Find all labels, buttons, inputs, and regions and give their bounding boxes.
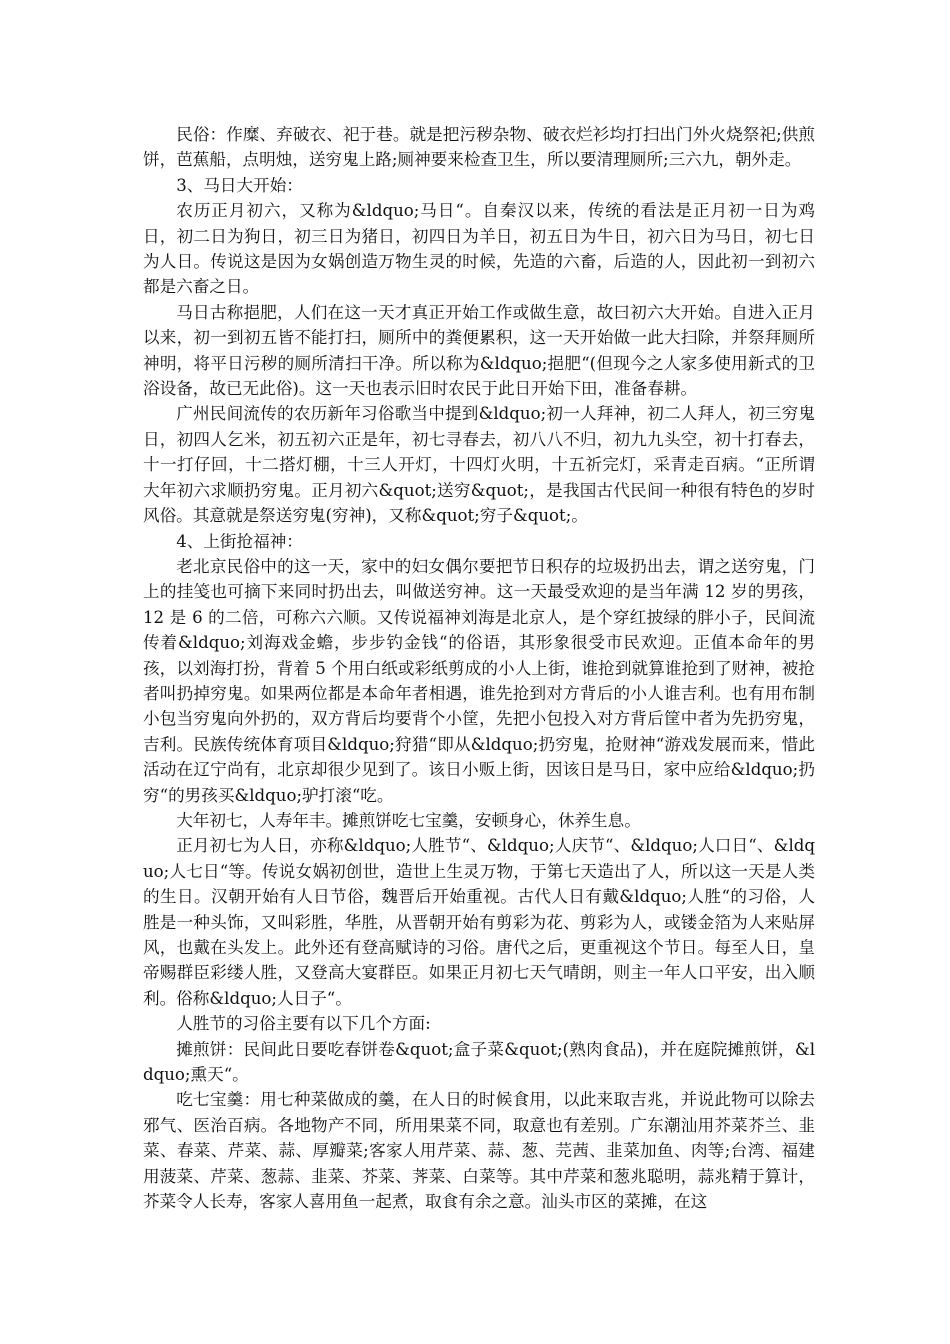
paragraph-human-day: 正月初七为人日，亦称&ldquo;人胜节“、&ldquo;人庆节“、&ldquo;人口日“、&ldquo;人七日“等。传说女娲初创世，造世上生灵万物，于第七天造出了人，所以这一天是人类的生日。汉朝开始有人日节俗，魏晋后开始重视。古代人日有戴&ldquo;人胜“的习俗，人胜是一种头饰，又叫彩胜，华胜，从晋朝开始有剪彩为花、剪彩为人，或镂金箔为人来贴屏风，也戴在头发上。此外还有登高赋诗的习俗。唐代之后，更重视这个节日。每至人日，皇帝赐群臣彩缕人胜，又登高大宴群臣。如果正月初七天气晴朗，则主一年人口平安，出入顺利。俗称&ldquo;人日子“。 <box>143 836 815 1008</box>
paragraph-beijing-customs: 老北京民俗中的这一天，家中的妇女偶尔要把节日积存的垃圾扔出去，谓之送穷鬼，门上的挂笺也可摘下来同时扔出去，叫做送穷神。这一天最受欢迎的是当年满 12 岁的男孩，12 是 6 的二倍，可称六六顺。又传说福神刘海是北京人，是个穿红披绿的胖小子，民间流传着&ldquo;刘海戏金蟾，步步钓金钱“的俗语，其形象很受市民欢迎。正值本命年的男孩，以刘海打扮，背着 5 个用白纸或彩纸剪成的小人上街，谁抢到就算谁抢到了财神，被抢者叫扔掉穷鬼。如果两位都是本命年者相遇，谁先抢到对方背后的小人谁吉利。也有用布制小包当穷鬼向外扔的，双方背后均要背个小筐，先把小包投入对方背后筐中者为先扔穷鬼，吉利。民族传统体育项目&ldquo;狩猎“即从&ldquo;扔穷鬼，抢财神“游戏发展而来，惜此活动在辽宁尚有，北京却很少见到了。该日小贩上街，因该日是马日，家中应给&ldquo;扔穷“的男孩买&ldquo;驴打滚“吃。 <box>143 556 815 805</box>
paragraph-horse-day-origin: 农历正月初六，又称为&ldquo;马日“。自秦汉以来，传统的看法是正月初一日为鸡日，初二日为狗日，初三日为猪日，初四日为羊日，初五日为牛日，初六日为马日，初七日为人日。传说这是因为女娲创造万物生灵的时候，先造的六畜，后造的人，因此初一到初六都是六畜之日。 <box>143 201 815 297</box>
paragraph-customs-intro: 民俗：作糜、弃破衣、祀于巷。就是把污秽杂物、破衣烂衫均打扫出门外火烧祭祀;供煎饼，芭蕉船，点明烛，送穷鬼上路;厕神要来检查卫生，所以要清理厕所;三六九，朝外走。 <box>143 125 815 170</box>
paragraph-seventh-day: 大年初七，人寿年丰。摊煎饼吃七宝羹，安顿身心，休养生息。 <box>176 810 641 830</box>
document-body <box>143 122 815 1214</box>
section-heading-fortune-god: 4、上街抢福神： <box>176 531 303 551</box>
paragraph-guangzhou-song: 广州民间流传的农历新年习俗歌当中提到&ldquo;初一人拜神，初二人拜人，初三穷鬼日，初四人乞米，初五初六正是年，初七寻春去，初八八不归，初九九头空，初十打春去，十一打仔回，十二搭灯棚，十三人开灯，十四灯火明，十五祈完灯，采青走百病。“正所谓大年初六求顺扔穷鬼。正月初六&quot;送穷&quot;，是我国古代民间一种很有特色的岁时风俗。其意就是祭送穷鬼(穷神)，又称&quot;穷子&quot;。 <box>143 404 815 526</box>
section-heading-horse-day: 3、马日大开始： <box>176 175 303 195</box>
paragraph-pancakes: 摊煎饼：民间此日要吃春饼卷&quot;盒子菜&quot;(熟肉食品)，并在庭院摊煎饼，&ldquo;熏天“。 <box>143 1039 815 1085</box>
paragraph-horse-day-cleaning: 马日古称挹肥，人们在这一天才真正开始工作或做生意，故曰初六大开始。自进入正月以来，初一到初五皆不能打扫，厕所中的粪便累积，这一天开始做一此大扫除，并祭拜厕所神明，将平日污秽的厕所清扫干净。所以称为&ldquo;挹肥“(但现今之人家多使用新式的卫浴设备，故已无此俗)。这一天也表示旧时农民于此日开始下田，准备春耕。 <box>143 302 815 399</box>
paragraph-renshengjie-intro: 人胜节的习俗主要有以下几个方面: <box>176 1014 431 1034</box>
paragraph-seven-treasure-soup: 吃七宝羹：用七种菜做成的羹，在人日的时候食用，以此来取吉兆，并说此物可以除去邪气、医治百病。各地物产不同，所用果菜不同，取意也有差别。广东潮汕用芥菜芥兰、韭菜、春菜、芹菜、蒜、厚瓣菜;客家人用芹菜、蒜、葱、芫茜、韭菜加鱼、肉等;台湾、福建用菠菜、芹菜、葱蒜、韭菜、芥菜、荠菜、白菜等。其中芹菜和葱兆聪明，蒜兆精于算计，芥菜令人长寿，客家人喜用鱼一起煮，取食有余之意。汕头市区的菜摊，在这 <box>143 1090 815 1212</box>
